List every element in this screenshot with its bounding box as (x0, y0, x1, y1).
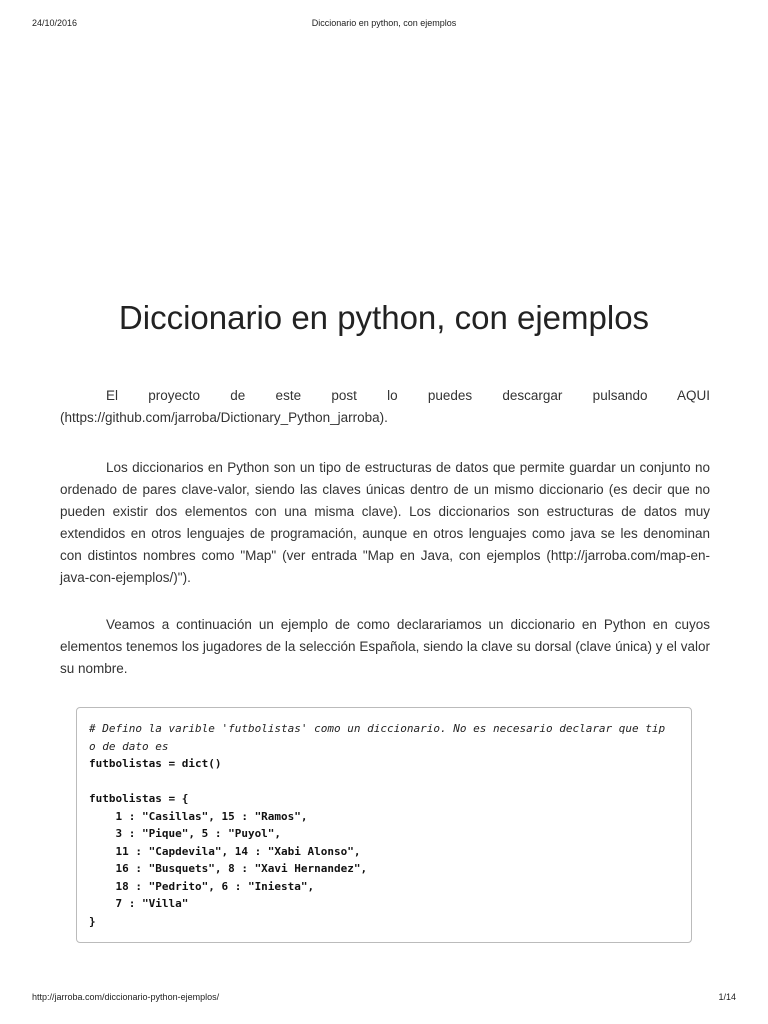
code-comment-line: o de dato es (89, 739, 169, 753)
code-line: 16 : "Busquets", 8 : "Xavi Hernandez", (89, 862, 368, 875)
code-line: futbolistas = dict() (89, 757, 222, 770)
page-number: 1/14 (718, 992, 736, 1002)
code-line (89, 773, 679, 791)
code-line: futbolistas = { (89, 792, 189, 805)
print-header (32, 18, 736, 32)
code-line: 11 : "Capdevila", 14 : "Xabi Alonso", (89, 844, 361, 858)
code-line: } (89, 914, 96, 928)
dictionary-description-paragraph: Los diccionarios en Python son un tipo de estructuras de datos que permite guardar un conjunto no ordenado de pares clave-valor, siendo las claves únicas dentro de un mismo diccionario (es decir que no pueden existir dos elementos con una misma clave). Los diccionarios son estructuras de datos muy extendidos en otros lenguajes de programación, aunque en otros lenguajes como java se les denominan con distintos nombres como "Map" (ver entrada "Map en Java, con ejemplos (http://jarroba.com/map-en-java-con-ejemplos/)"). (60, 460, 710, 585)
print-title: Diccionario en python, con ejemplos (311, 18, 457, 28)
code-line: 7 : "Villa" (89, 897, 189, 910)
code-line: 18 : "Pedrito", 6 : "Iniesta", (89, 879, 315, 893)
print-date: 24/10/2016 (32, 18, 78, 28)
code-comment-line: # Defino la varible 'futbolistas' como un diccionario. No es necesario declarar que tip (89, 722, 666, 735)
print-footer (32, 992, 736, 1006)
example-intro-paragraph: Veamos a continuación un ejemplo de como declarariamos un diccionario en Python en cuyos elementos tenemos los jugadores de la selección Española, siendo la clave su dorsal (clave única) y el valor su nombre. (60, 617, 710, 676)
code-line: 3 : "Pique", 5 : "Puyol", (89, 827, 282, 840)
code-block (76, 707, 692, 943)
footer-url: http://jarroba.com/diccionario-python-ejemplos/ (32, 992, 220, 1002)
article-title: Diccionario en python, con ejemplos (118, 299, 650, 336)
code-line: 1 : "Casillas", 15 : "Ramos", (89, 809, 308, 823)
intro-paragraph: El proyecto de este post lo puedes descargar pulsando AQUI (https://github.com/jarroba/Dictionary_Python_jarroba). (60, 388, 710, 425)
